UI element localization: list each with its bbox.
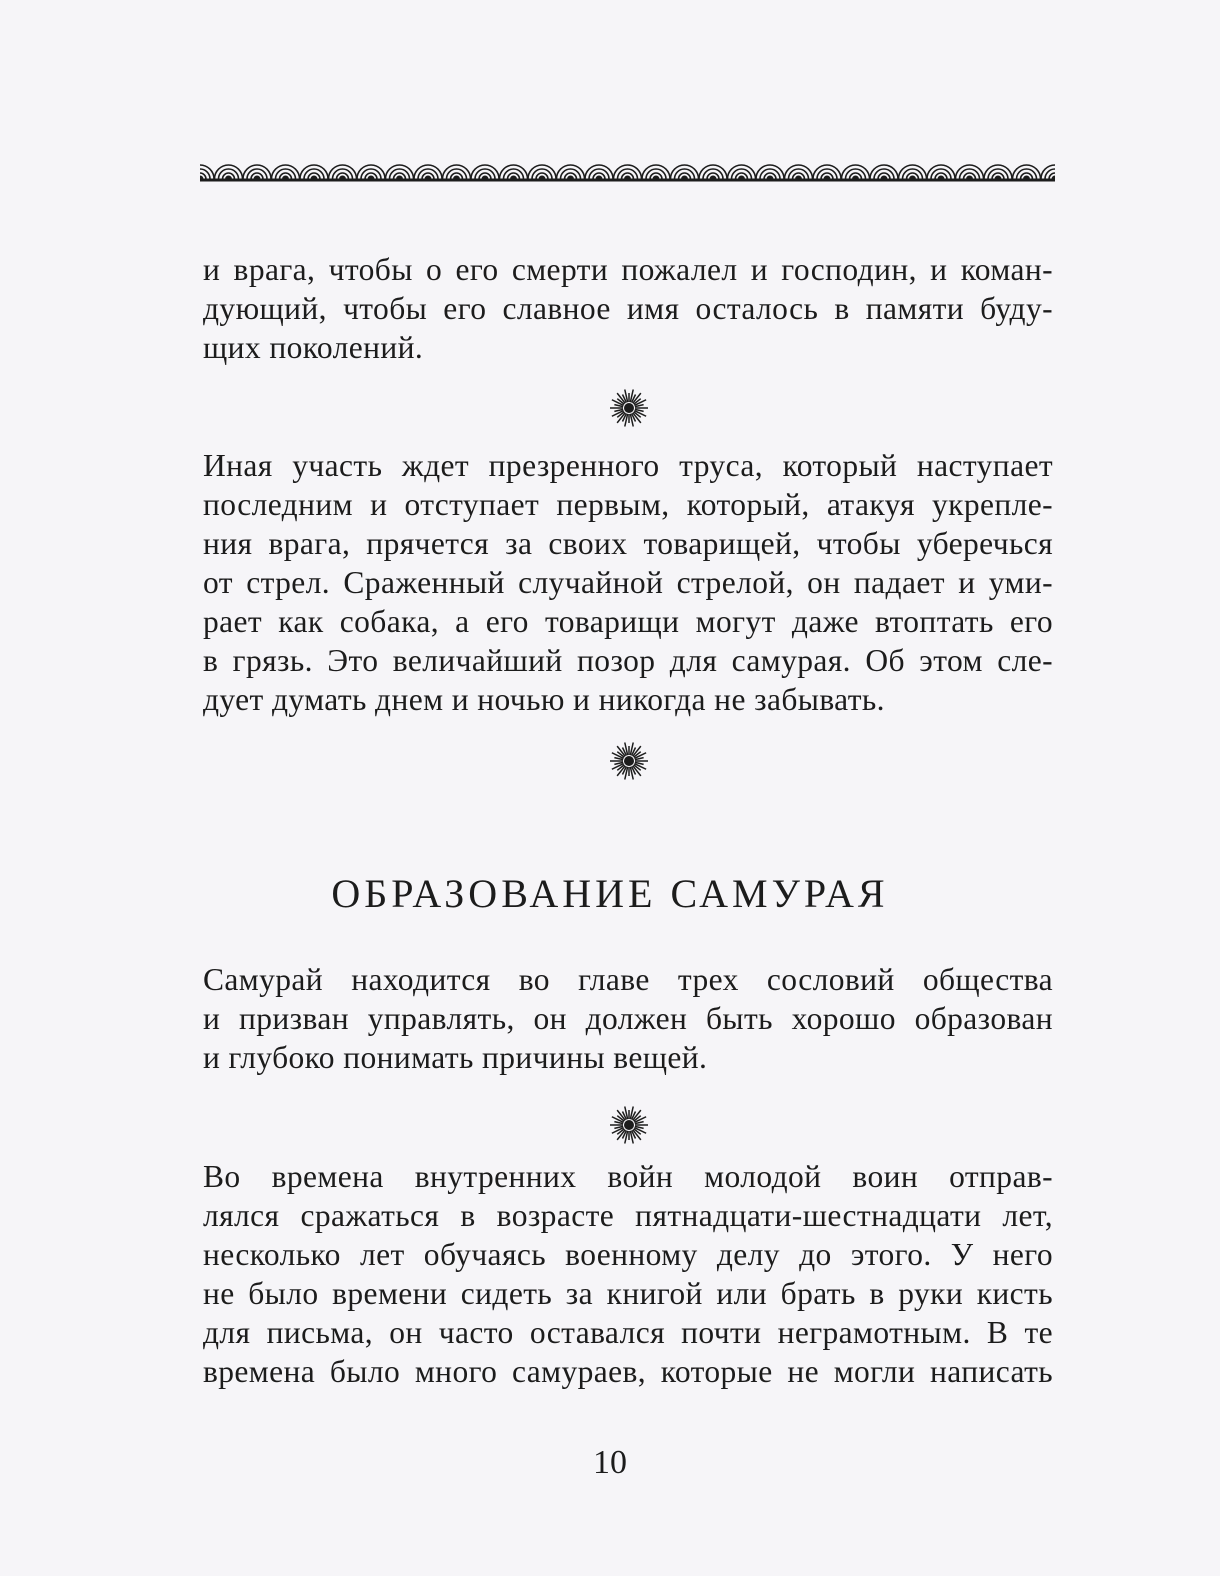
paragraph-line: дует думать днем и ночью и никогда не забывать.	[203, 682, 885, 717]
paragraph-line: несколько лет обучаясь военному делу до этого. У него	[203, 1237, 1053, 1272]
paragraph-line: времена было много самураев, которые не могли написать	[203, 1354, 1053, 1389]
paragraph-line: и глубоко понимать причины вещей.	[203, 1040, 708, 1075]
paragraph-line: рает как собака, а его товарищи могут даже втоптать его	[203, 604, 1053, 639]
paragraph-line: в грязь. Это величайший позор для самурая. Об этом сле-	[203, 643, 1053, 678]
paragraph-line: и призван управлять, он должен быть хорошо образован	[203, 1001, 1053, 1036]
sunburst-fleuron-icon	[608, 1104, 650, 1146]
paragraph-line: Самурай находится во главе трех сословий общества	[203, 962, 1053, 997]
paragraph-2	[203, 446, 1053, 719]
header-ornament-band-icon	[200, 146, 1055, 186]
paragraph-line: ния врага, прячется за своих товарищей, чтобы уберечься	[203, 526, 1053, 561]
sunburst-fleuron-icon	[608, 740, 650, 782]
paragraph-line: последним и отступает первым, который, атакуя укрепле-	[203, 487, 1053, 522]
paragraph-3	[203, 960, 1053, 1077]
paragraph-1	[203, 250, 1053, 367]
paragraph-line: для письма, он часто оставался почти неграмотным. В те	[203, 1315, 1053, 1350]
section-heading: ОБРАЗОВАНИЕ САМУРАЯ	[331, 871, 889, 916]
paragraph-line: от стрел. Сраженный случайной стрелой, он падает и уми-	[203, 565, 1053, 600]
page-number: 10	[593, 1444, 627, 1481]
sunburst-fleuron-icon	[608, 387, 650, 429]
paragraph-4	[203, 1157, 1053, 1391]
paragraph-line: Во времена внутренних войн молодой воин отправ-	[203, 1159, 1053, 1194]
paragraph-line: дующий, чтобы его славное имя осталось в памяти буду-	[203, 291, 1053, 326]
paragraph-line: и врага, чтобы о его смерти пожалел и господин, и коман-	[203, 252, 1053, 287]
paragraph-line: щих поколений.	[203, 330, 424, 365]
paragraph-line: не было времени сидеть за книгой или брать в руки кисть	[203, 1276, 1053, 1311]
paragraph-line: Иная участь ждет презренного труса, который наступает	[203, 448, 1053, 483]
paragraph-line: лялся сражаться в возрасте пятнадцати-шестнадцати лет,	[203, 1198, 1053, 1233]
